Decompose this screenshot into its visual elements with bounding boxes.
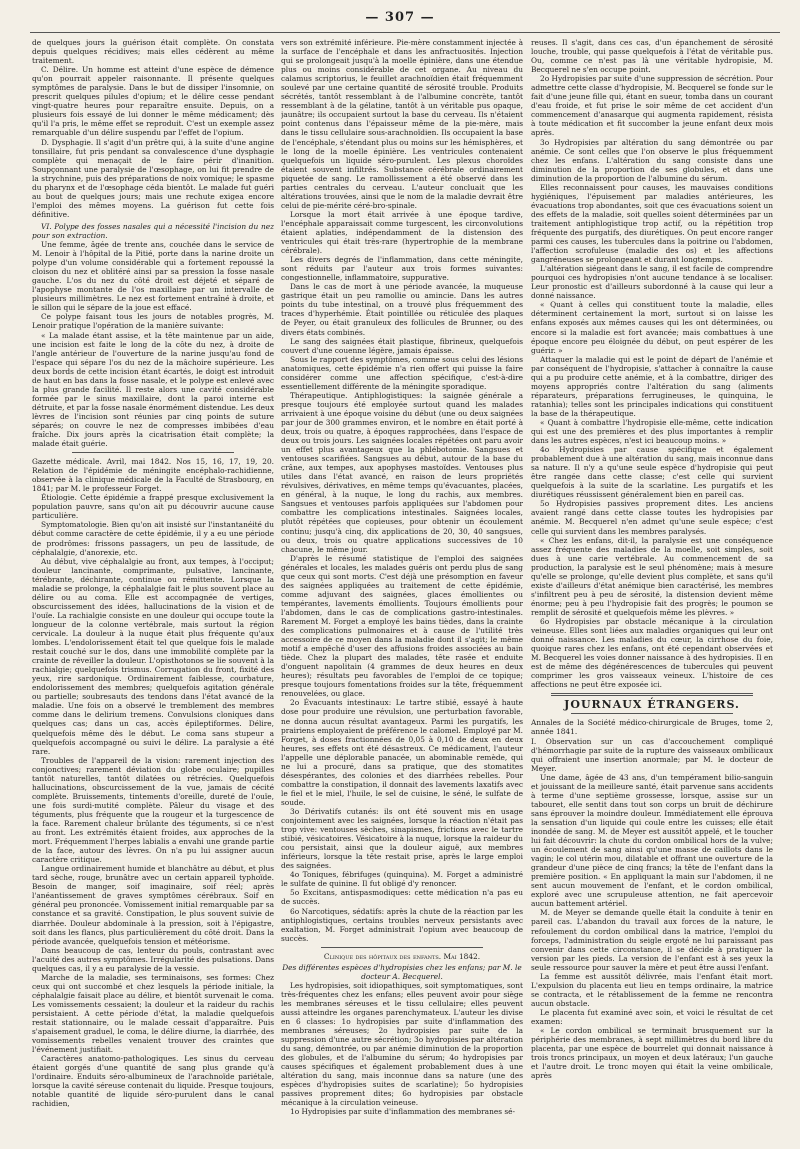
paragraph: Étiologie. Cette épidémie a frappé presque exclusivement la population pauvre, sans qu'on ait pu découvrir aucune cause particulière.	[32, 493, 274, 521]
paragraph: Annales de la Société médico-chirurgicale de Bruges, tome 2, année 1841.	[531, 718, 773, 737]
paragraph: 6o Hydropisies par obstacle mécanique à la circulation veineuse. Elles sont liées aux maladies organiques qui leur ont donné naissance. Les maladies du cœur, la cirrhose du foie, quoique rares chez les enfans, ont été cependant observées et M. Becquerel les voies donner naissance à des hydropisies. Il en est de même des dégénérescences de tubercules qui peuvent comprimer les gros vaisseaux veineux. L'histoire de ces affections ne peut être exposée ici.	[531, 617, 773, 690]
paragraph: Les hydropisies, soit idiopathiques, soit symptomatiques, sont très-fréquentes chez les enfans; elles peuvent avoir pour siège les membranes séreuses et le tissu cellulaire; elles peuvent aussi atteindre les organes parenchymateux. L'auteur les divise en 6 classes: 1o hydropisies par suite d'inflammation des membranes séreuses; 2o hydropisies par suite de la suppression d'une autre sécrétion; 3o hydropisies par altération du sang, démontrée, ou par anémie diminution de la proportion des globules, et de l'albumine du sérum; 4o hydropisies par causes spécifiques et également probablement dues à une altération du sang, mais inconnue dans sa nature (une des espèces d'hydropisies suites de scarlatine); 5o hydropisies passives proprement dites; 6o hydropisies par obstacle mécanique à la circulation veineuse.	[281, 980, 523, 1108]
paragraph: Une femme, âgée de trente ans, couchée dans le service de M. Lenoir à l'hôpital de la Pitié, porte dans la narine droite un polype d'un volume considérable qui a fortement repoussé la cloison du nez et oblitéré ainsi par sa pression la fosse nasale gauche. L'os du nez du côté droit est déjeté et séparé de l'apophyse montante de l'os maxillaire par un intervalle de plusieurs millimètres. Le nez est fortement entraîné à droite, et le sillon qui le sépare de la joue est effacé.	[32, 240, 274, 313]
paragraph: C. Délire. Un homme est atteint d'une espèce de démence qu'on pourrait appeler raisonnante. Il présente quelques symptômes de paralysie. Dans le but de dissiper l'insomnie, on prescrit quelques pilules d'opium; et le délire cesse pendant vingt-quatre heures pour reparaître ensuite. Depuis, on a plusieurs fois essayé de lui donner le même médicament; dès qu'il l'a pris, le même effet se reproduit. C'est un exemple assez remarquable d'un délire suspendu par l'effet de l'opium.	[32, 65, 274, 138]
section-divider	[72, 452, 234, 453]
paragraph: I. Observation sur un cas d'accouchement compliqué d'hémorrhagie par suite de la rupture des vaisseaux ombilicaux qui offraient une insertion anormale; par M. le docteur de Meyer.	[531, 736, 773, 773]
paragraph: « Chez les enfans, dit-il, la paralysie est une conséquence assez fréquente des maladies de la moelle, soit simples, soit dues à une carie vertébrale. Au commencement de sa production, la paralysie est le seul phénomène; mais à mesure qu'elle se prolonge, qu'elle devient plus complète, et sans qu'il existe d'ailleurs d'état anémique bien caractérisé, les membres s'infiltrent peu à peu de sérosité, la distension devient même énorme; peu à peu l'hydropisie fait des progrès; le poumon se remplit de sérosité et quelquefois même les plèvres. »	[531, 535, 773, 617]
section-divider	[551, 693, 753, 696]
paragraph: Une dame, âgée de 43 ans, d'un tempérament bilio-sanguin et jouissant de la meilleure santé, était parvenue sans accidents à terme d'une septième grossesse, lorsque, assise sur un tabouret, elle sentit dans tout son corps un bruit de déchirure sans éprouver la moindre douleur. Immédiatement elle éprouva la sensation d'un liquide qui coule entre les cuisses; elle était inondée de sang. M. de Meyer est aussitôt appelé, et le toucher lui fait découvrir: la chute du cordon ombilical hors de la vulve; un écoulement de sang ainsi qu'une masse de caillots dans le vagin; le col utérin mou, dilatable et offrant une ouverture de la grandeur d'une pièce de cinq francs; la tête de l'enfant dans la première position. « En appliquant la main sur l'abdomen, il ne sent aucun mouvement de l'enfant, et le cordon ombilical, exploré avec une scrupuleuse attention, ne fait apercevoir aucun battement artériel.	[531, 772, 773, 909]
paragraph: D. Dysphagie. Il s'agit d'un prêtre qui, à la suite d'une angine tonsillaire, fut pris pendant sa convalescence d'une dysphagie complète qui menaçait de le faire périr d'inanition. Soupçonnant une paralysie de l'œsophage, on lui fit prendre de la strychnine, puis des préparations de noix vomique; le spasme du pharynx et de l'œsophage céda bientôt. Le malade fut guéri au bout de quelques jours; mais une rechute exigea encore l'emploi des mêmes moyens. La guérison fut cette fois définitive.	[32, 137, 274, 219]
page-number: — 307 —	[365, 10, 435, 25]
paragraph: 4o Hydropisies par cause spécifique et également probablement due à une altération du sang, mais inconnue dans sa nature. Il n'y a qu'une seule espèce d'hydropisie qui peut être rangée dans cette classe; c'est celle qui survient quelquefois à la suite de la scarlatine. Les purgatifs et les diurétiques réussissent généralement bien en pareil cas.	[531, 445, 773, 500]
paragraph: « La malade étant assise, et la tête maintenue par un aide, une incision est faite le long de la côte du nez, à droite de l'angle antérieur de l'ouverture de la narine jusqu'au fond de l'espace qui sépare l'os du nez de la mâchoire supérieure. Les deux bords de cette incision étant écartés, le doigt est introduit de haut en bas dans la fosse nasale, et le polype est enlevé avec la plus grande facilité. Il reste alors une cavité considérable formée par le sinus maxillaire, dont la paroi interne est détruite, et par la fosse nasale énormément distendue. Les deux lèvres de l'incision sont réunies par cinq points de suture séparés; on couvre le nez de compresses imbibées d'eau fraîche. Dix jours après la cicatrisation était complète; la malade était guérie.	[32, 330, 274, 449]
paragraph: L'altération siégeant dans le sang, il est facile de comprendre pourquoi ces hydropisies n'ont aucune tendance à se localiser. Leur pronostic est d'ailleurs subordonné à la cause qui leur a donné naissance.	[531, 264, 773, 301]
paragraph: M. de Meyer se demande quelle était la conduite à tenir en pareil cas. L'abandon du travail aux forces de la nature, le refoulement du cordon ombilical dans la matrice, l'emploi du forceps, l'administration du seigle ergoté ne lui paraissant pas convenir dans cette circonstance, il se décide à pratiquer la version par les pieds. La version de l'enfant est à ses yeux la seule ressource pour sauver la mère et peut être aussi l'enfant.	[531, 908, 773, 972]
paragraph: La femme est aussitôt délivrée, mais l'enfant était mort. L'expulsion du placenta eut lieu en temps ordinaire, la matrice se contracta, et le rétablissement de la femme ne rencontra aucun obstacle.	[531, 971, 773, 1008]
paragraph: 2o Évacuants intestinaux: Le tartre stibié, essayé à haute dose pour produire une révulsion, une perturbation favorable, ne donna aucun résultat avantageux. Parmi les purgatifs, les prairiens employaient de préférence le calomel. Employé par M. Forget, à doses fractionnées de 0,05 à 0,10 de deux en deux heures, ses effets ont été désastreux. Ce médicament, l'auteur l'appelle une déplorable panacée, un abominable remède, qui ne lui a procuré, dans sa pratique, que des stomatites désespérantes, des colonies et des diarrhées rebelles. Pour combattre la constipation, il donnait des lavements laxatifs avec le fiel et le miel, l'huile, le sel de cuisine, le séné, le sulfate de soude.	[281, 698, 523, 807]
text-column-middle	[281, 38, 523, 1136]
text-column-right	[531, 38, 773, 1136]
paragraph: de quelques jours la guérison était complète. On constata depuis quelques récidives; mais elles cédèrent au même traitement.	[32, 38, 274, 66]
header-rule	[30, 32, 780, 33]
paragraph: Thérapeutique. Antiphlogistiques: la saignée générale a presque toujours été employée surtout quand les malades arrivaient à une époque voisine du début (une ou deux saignées par jour de 300 grammes environ, et le nombre en était porté à deux, trois ou quatre, à époques rapprochées, dans l'espace de deux ou trois jours. Les saignées locales répétées ont paru avoir un effet plus avantageux que la phlébotomie. Sangsues et ventouses scarifiées. Sangsues au début, autour de la base du crâne, aux tempes, aux apophyses mastoïdes. Ventouses plus utiles dans l'état avancé, en raison de leurs propriétés révulsives, dérivatives, en même temps qu'évacuantes, placées, en général, à la nuque, le long du rachis, aux membres. Sangsues et ventouses parfois appliquées sur l'abdomen pour combattre les complications intestinales. Saignées locales, plutôt répétées que copieuses, pour obtenir un écoulement continu; jusqu'à cinq, dix applications de 20, 30, 40 sangsues, ou deux, trois ou quatre applications successives de 10 chacune, le même jour.	[281, 390, 523, 554]
paragraph: 4o Toniques, fébrifuges (quinquina). M. Forget a administré le sulfate de quinine. Il fut obligé d'y renoncer.	[281, 870, 523, 889]
paragraph: 5o Excitans, antispasmodiques: cette médication n'a pas eu de succès.	[281, 888, 523, 907]
paragraph: 2o Hydropisies par suite d'une suppression de sécrétion. Pour admettre cette classe d'hydropisie, M. Becquerel se fonde sur le fait d'une jeune fille qui, étant en sueur, tomba dans un courant d'eau froide, et fut prise le soir même de cet accident d'un commencement d'anasarque qui augmenta rapidement, résista à toute médication et fit succomber la jeune enfant deux mois après.	[531, 74, 773, 138]
paragraph: « Le cordon ombilical se terminait brusquement sur la périphérie des membranes, à sept millimètres du bord libre du placenta, par une espèce de bourrelet qui donnait naissance à trois troncs principaux, un moyen et deux latéraux; l'un gauche et l'autre droit. Le tronc moyen qui était la veine ombilicale, après	[531, 1026, 773, 1081]
paragraph: Lorsque la mort était arrivée à une époque tardive, l'encéphale apparaissait comme turgescent, les circonvolutions étaient aplaties, indépendamment de la distension des ventricules qui était très-rare (hypertrophie de la membrane cérébrale).	[281, 209, 523, 256]
paragraph: 3o Dérivatifs cutanés: ils ont été souvent mis en usage conjointement avec les saignées, lorsque la réaction n'était pas trop vive: ventouses sèches, sinapismes, frictions avec le tartre stibié, vésicatoires. Vésicatoire à la nuque, lorsque la raideur du cou persistait, ainsi que la douleur aiguë, aux membres inférieurs, lorsque la tête restait prise, après le large emploi des saignées.	[281, 806, 523, 871]
section-heading: JOURNAUX ÉTRANGERS.	[564, 698, 740, 712]
paragraph: D'après le résumé statistique de l'emploi des saignées générales et locales, les malades guéris ont perdu plus de sang que ceux qui sont morts. C'est déjà une présomption en faveur des saignées appliquées au traitement de cette épidémie, comme adjuvant des saignées, glaces émollientes ou tempérantes, lavements émollients. Toujours émollients pour l'abdomen, dans le cas de complications gastro-intestinales. Rarement M. Forget a employé les bains tièdes, dans la crainte des complications pulmonaires et à cause de l'utilité très accessoire de ce moyen dans la maladie dont il s'agit; le même motif a empêché d'user des affusions froides associées au bain tiède. Chez la plupart des malades, tête rasée et enduite d'onguent napolitain (4 grammes de deux heures en deux heures); résultats peu favorables de l'emploi de ce topique; presque toujours fomentations froides sur la tête, fréquemment renouvelées, ou glace.	[281, 553, 523, 699]
paragraph: Ce polype faisant tous les jours de notables progrès, M. Lenoir pratique l'opération de la manière suivante:	[32, 312, 274, 331]
paragraph: Les divers degrés de l'inflammation, dans cette méningite, sont réduits par l'auteur aux trois formes suivantes: congestionnelle, inflammatoire, suppurative.	[281, 255, 523, 283]
paragraph: Au début, vive céphalalgie au front, aux tempes, à l'occiput; douleur lancinante, comprimante, pulsative, lancinante, térébrante, déchirante, continue ou rémittente. Lorsque la maladie se prolonge, la céphalalgie fait le plus souvent place au délire ou au coma. Elle est accompagnée de vertiges, obscurcissement des idées, hallucinations de la vision et de l'ouïe. La rachialgie consiste en une douleur qui occupe toute la longueur de la colonne vertébrale, mais surtout la région cervicale. La douleur à la nuque était plus fréquente qu'aux lombes. L'endolorissement était tel que quelque fois le malade restait couché sur le dos, dans une immobilité complète par la crainte de réveiller la douleur. L'opisthotonos se lie souvent à la rachialgie; quelquefois trismus. Corrugation du front, fixité des yeux, rire sardonique. Ordinairement faiblesse, courbature, endolorissement des membres; quelquefois agitation générale ou partielle; soubresauts des tendons dans l'état avancé de la maladie. Une fois on a observé le tremblement des membres comme dans le delirium tremens. Convulsions cloniques dans quelques cas; dans un cas, accès épileptiformes. Délire, quelquefois même dès le début. Le coma sans stupeur a quelquefois accompagné ou suivi le délire. La paralysie a été rare.	[32, 556, 274, 756]
paragraph: Gazette médicale. Avril, mai 1842. Nos 15, 16, 17, 19, 20. Relation de l'épidémie de méningite encéphalo-rachidienne, observée à la clinique médicale de la Faculté de Strasbourg, en 1841; par M. le professeur Forget.	[32, 457, 274, 494]
paragraph: Le sang des saignées était plastique, fibrineux, quelquefois couvert d'une couenne légère, jamais épaisse.	[281, 336, 523, 355]
paragraph: Des différentes espèces d'hydropisies chez les enfans; par M. le docteur A. Becquerel.	[282, 962, 522, 981]
paragraph: reuses. Il s'agit, dans ces cas, d'un épanchement de sérosité louche, trouble, qui passe quelquefois à l'état de véritable pus. Ou, comme ce n'est pas là une véritable hydropisie, M. Becquerel ne s'en occupe point.	[531, 38, 773, 75]
section-divider	[321, 947, 483, 948]
section-divider	[571, 713, 733, 714]
paragraph: Caractères anatomo-pathologiques. Les sinus du cerveau étaient gorgés d'une quantité de sang plus grande qu'à l'ordinaire. Enduits séro-albumineux de l'arachnoïde pariétale, lorsque la cavité séreuse contenait du liquide. Presque toujours, notable quantité de liquide séro-purulent dans le canal rachidien,	[32, 1054, 274, 1109]
paragraph: Langue ordinairement humide et blanchâtre au début, et plus tard sèche, rouge, brunâtre avec un certain appareil typhoïde. Besoin de manger, soif imaginaire, soif réel; après l'anéantissement de graves symptômes cérébraux. Soif en général peu prononcée. Vomissement initial remarquable par sa constance et sa gravité. Constipation, le plus souvent suivie de diarrhée. Douleur abdominale à la pression, soit à l'épigastre, soit dans les flancs, plus particulièrement du côté droit. Dans la période avancée, quelquefois tension et météorisme.	[32, 864, 274, 946]
paragraph: vers son extrémité inférieure. Pie-mère constamment injectée à la surface de l'encéphale et dans les anfractuosités. Injection qui se prolongeait jusqu'à la moelle épinière, dans une étendue plus ou moins considérable de cet organe. Au niveau du calamus scriptorius, le feuillet arachnoïdien était fréquemment soulevé par une certaine quantité de sérosité trouble. Produits sécrétés, tantôt ressemblant à de l'albumine concrète, tantôt ressemblant à de la gélatine, tantôt à un véritable pus opaque, jaunâtre; ils occupaient surtout la base du cerveau. Ils n'étaient point contenus dans l'épaisseur même de la pie-mère, mais dans le tissu cellulaire sous-arachnoïdien. Ils occupaient la base de l'encéphale, s'étendant plus ou moins sur les hémisphères, et le long de la moelle épinière. Les ventricules contenaient quelquefois un liquide séro-purulent. Les plexus choroïdes étaient souvent infiltrés. Substance cérébrale ordinairement piquetée de sang. Le ramollissement a été observé dans les parties centrales du cerveau. L'auteur concluait que les altérations trouvées, ainsi que le nom de la maladie devrait être celui de pie-mérite céré-bro-spinale.	[281, 38, 523, 210]
paragraph: 6o Narcotiques, sédatifs: après la chute de la réaction par les antiphlogistiques, certains troubles nerveux persistants avec exaltation, M. Forget administrait l'opium avec beaucoup de succès.	[281, 906, 523, 943]
paragraph: Dans le cas de mort à une période avancée, la muqueuse gastrique était un peu ramollie ou amincie. Dans les autres points du tube intestinal, on a trouvé plus fréquemment des traces d'hyperhémie. Était pointillée ou réticulée des plaques de Peyer, ou était granuleux des follicules de Brunner, ou des divers états combinés.	[281, 282, 523, 337]
paragraph: Elles reconnaissent pour causes, les mauvaises conditions hygiéniques, l'épuisement par maladies antérieures, les évacuations trop abondantes, soit que ces évacuations soient un des effets de la maladie, soit quelles soient déterminées par un traitement antiphlogistique trop actif, ou la répétition trop fréquente des purgatifs, des diurétiques. On peut encore ranger parmi ces causes, les tubercules dans la poitrine ou l'abdomen, l'affection scrofuleuse (maladie des os) et les affections gangréneuses se prolongeant et durant longtemps.	[531, 182, 773, 265]
text-column-left	[32, 38, 274, 1136]
paragraph: Troubles de l'appareil de la vision: rarement injection des conjonctives; rarement déviation du globe oculaire; pupilles tantôt naturelles, tantôt dilatées ou rétrécies. Quelquefois hallucinations, obscurcissement de la vue, jamais de cécité complète. Bruissements, tintements d'oreille, dureté de l'ouïe, une fois surdi-mutité complète. Pâleur du visage et des téguments, plus fréquente que la rougeur et la turgescence de la face. Rarement chaleur brûlante des téguments, si ce n'est au front. Les extrémités étaient froides, aux approches de la mort. Fréquemment l'herpes labialis a envahi une grande partie de la face, autour des lèvres. On n'a pu lui assigner aucun caractère critique.	[32, 755, 274, 865]
paragraph: VI. Polype des fosses nasales qui a nécessité l'incision du nez pour son extraction.	[32, 221, 274, 240]
paragraph: Le placenta fut examiné avec soin, et voici le résultat de cet examen:	[531, 1007, 773, 1026]
paragraph: Sous le rapport des symptômes, comme sous celui des lésions anatomiques, cette épidémie n'a rien offert qui puisse la faire considérer comme une affection spécifique, c'est-à-dire essentiellement différente de la méningite sporadique.	[281, 354, 523, 391]
paragraph: « Quant à combattre l'hydropisie elle-même, cette indication qui est une des premières et des plus importantes à remplir dans les autres espèces, n'est ici beaucoup moins. »	[531, 417, 773, 446]
section-heading: Clinique des hôpitaux des enfants. Mai 1842.	[323, 951, 481, 961]
paragraph: 5o Hydropisies passives proprement dites. Les anciens avaient rangé dans cette classe toutes les hydropisies par anémie. M. Becquerel n'en admet qu'une seule espèce; c'est celle qui survient dans les membres paralysés.	[531, 499, 773, 536]
paragraph: Attaquer la maladie qui est le point de départ de l'anémie et par conséquent de l'hydropisie, s'attacher à connaître la cause qui a pu produire cette anémie, et à la combattre, diriger des moyens appropriés contre l'altération du sang (aliments réparateurs, préparations ferrugineuses, le quinquina, le ratanhia); telles sont les principales indications qui constituent la base de la thérapeutique.	[531, 354, 773, 418]
paragraph: Marche de la maladie, ses terminaisons, ses formes: Chez ceux qui ont succombé et chez lesquels la période initiale, la céphalalgie faisait place au délire, et bientôt survenait le coma. Les vomissements cessaient; la douleur et la raideur du rachis persistaient. A cette période d'état, la maladie quelquefois restait stationnaire, ou le malade cessait d'apparaître. Puis s'apaisement graduel, le coma, le délire diurne, la diarrhée, des vomissements rebelles venaient trouver des craintes que l'événement justifiait.	[32, 972, 274, 1055]
paragraph: 1o Hydropisies par suite d'inflammation des membranes sé-	[290, 1107, 516, 1117]
paragraph: 3o Hydropisies par altération du sang démontrée ou par anémie. Ce sont celles que l'on observe le plus fréquemment chez les enfans. L'altération du sang consiste dans une diminution de la proportion de ses globules, et dans une diminution de la proportion de l'albumine du sérum.	[531, 137, 773, 183]
paragraph: Symptomatologie. Bien qu'on ait insisté sur l'instantanéité du début comme caractère de cette épidémie, il y a eu une période de prodrômes: frissons passagers, un peu de lassitude, de céphalalgie, d'anorexie, etc.	[32, 520, 274, 557]
paragraph: Dans beaucoup de cas, lenteur du pouls, contrastant avec l'acuité des autres symptômes. Irrégularité des pulsations. Dans quelques cas, il y a eu paralysie de la vessie.	[32, 945, 274, 973]
paragraph: « Quant à celles qui constituent toute la maladie, elles déterminent certainement la mort, surtout si on laisse les enfans exposés aux mêmes causes qui les ont déterminées, ou encore si la maladie est fort avancée; mais combattues à une époque encore peu éloignée du début, on peut espérer de les guérir. »	[531, 300, 773, 355]
